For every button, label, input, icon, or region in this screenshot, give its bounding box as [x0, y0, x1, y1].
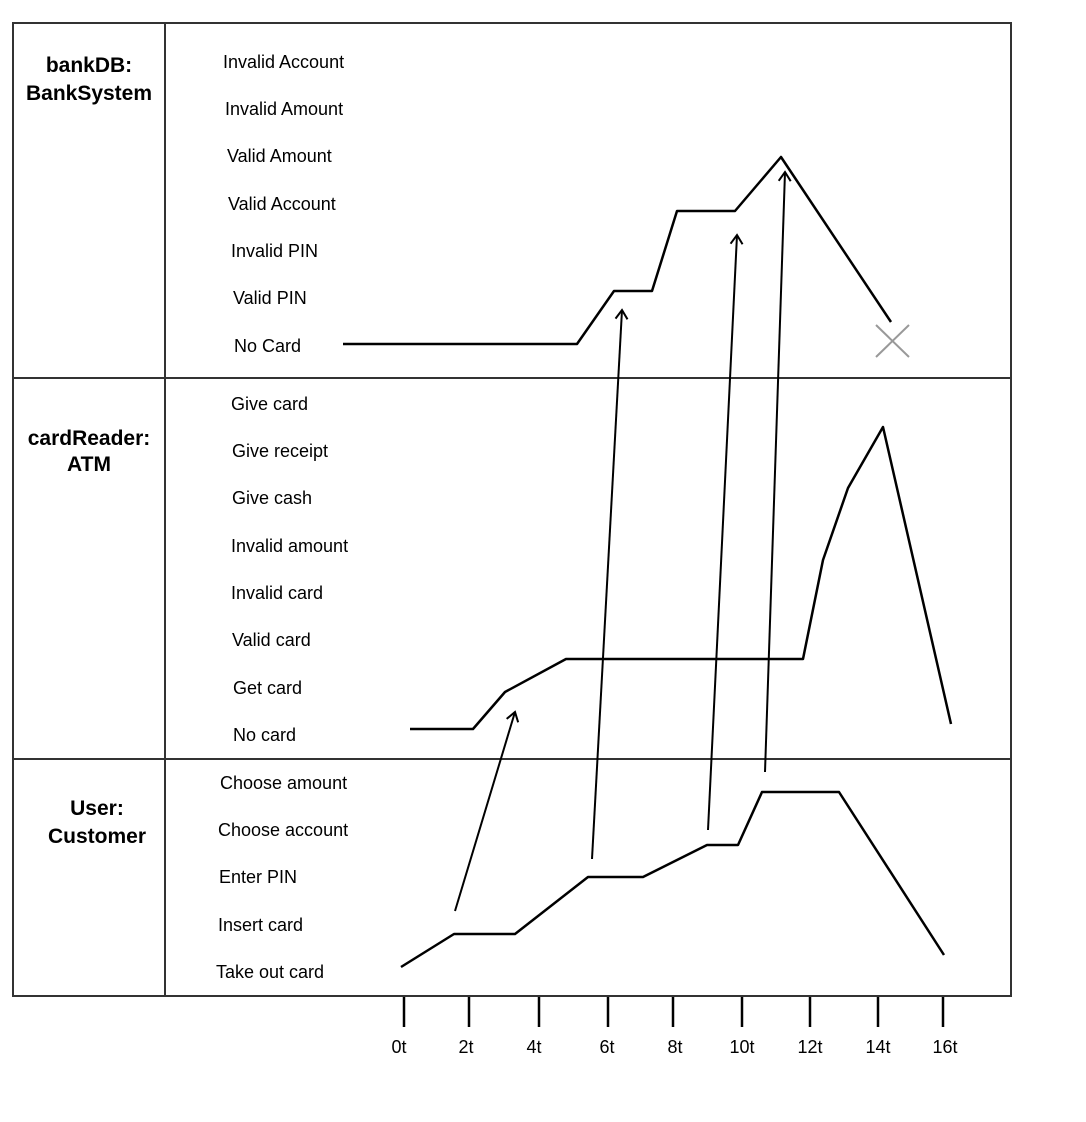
time-tick-label: 8t [667, 1037, 683, 1057]
state-label: Give cash [232, 488, 313, 508]
lane-title-bankdb-line2: BankSystem [25, 82, 153, 105]
message-arrow-choose-account [708, 235, 737, 830]
message-arrow-insert-card [455, 712, 515, 911]
time-tick-label: 14t [865, 1037, 891, 1057]
time-tick-label: 6t [599, 1037, 615, 1057]
cardreader-state-timeline [410, 427, 951, 729]
state-label: Invalid Account [223, 52, 345, 72]
state-label: Get card [233, 678, 303, 698]
state-label: Give receipt [232, 441, 329, 461]
state-label: Invalid PIN [231, 241, 319, 261]
lane-title-user-line2: Customer [47, 825, 147, 848]
state-label: Invalid card [231, 583, 324, 603]
state-label: No Card [234, 336, 302, 356]
message-arrow-choose-amount [765, 172, 785, 772]
message-arrow-enter-pin [592, 310, 622, 859]
state-label: Valid Account [228, 194, 336, 214]
state-label: Take out card [216, 962, 325, 982]
time-tick-label: 12t [797, 1037, 823, 1057]
state-label: Choose account [218, 820, 349, 840]
time-tick-label: 0t [391, 1037, 407, 1057]
time-axis-ticks [404, 997, 943, 1027]
state-label: Invalid Amount [225, 99, 344, 119]
state-label: Invalid amount [231, 536, 349, 556]
state-label: Enter PIN [219, 867, 298, 887]
state-label: Insert card [218, 915, 304, 935]
diagram-frame [13, 23, 1011, 996]
lane-title-bankdb-line1: bankDB: [45, 54, 133, 77]
state-label: Valid card [232, 630, 311, 650]
state-label: Valid PIN [233, 288, 307, 308]
state-label: No card [233, 725, 297, 745]
time-tick-label: 10t [729, 1037, 755, 1057]
lifeline-terminator-x [876, 325, 909, 357]
lane-title-user-line1: User: [70, 797, 124, 820]
time-tick-label: 2t [458, 1037, 474, 1057]
state-label: Valid Amount [227, 146, 332, 166]
lane-title-cardreader-line1: cardReader: [27, 427, 151, 450]
time-tick-label: 4t [526, 1037, 542, 1057]
state-label: Choose amount [220, 773, 348, 793]
state-label: Give card [231, 394, 309, 414]
time-tick-label: 16t [932, 1037, 958, 1057]
lane-title-cardreader-line2: ATM [67, 453, 111, 476]
bankdb-state-timeline [343, 157, 891, 344]
